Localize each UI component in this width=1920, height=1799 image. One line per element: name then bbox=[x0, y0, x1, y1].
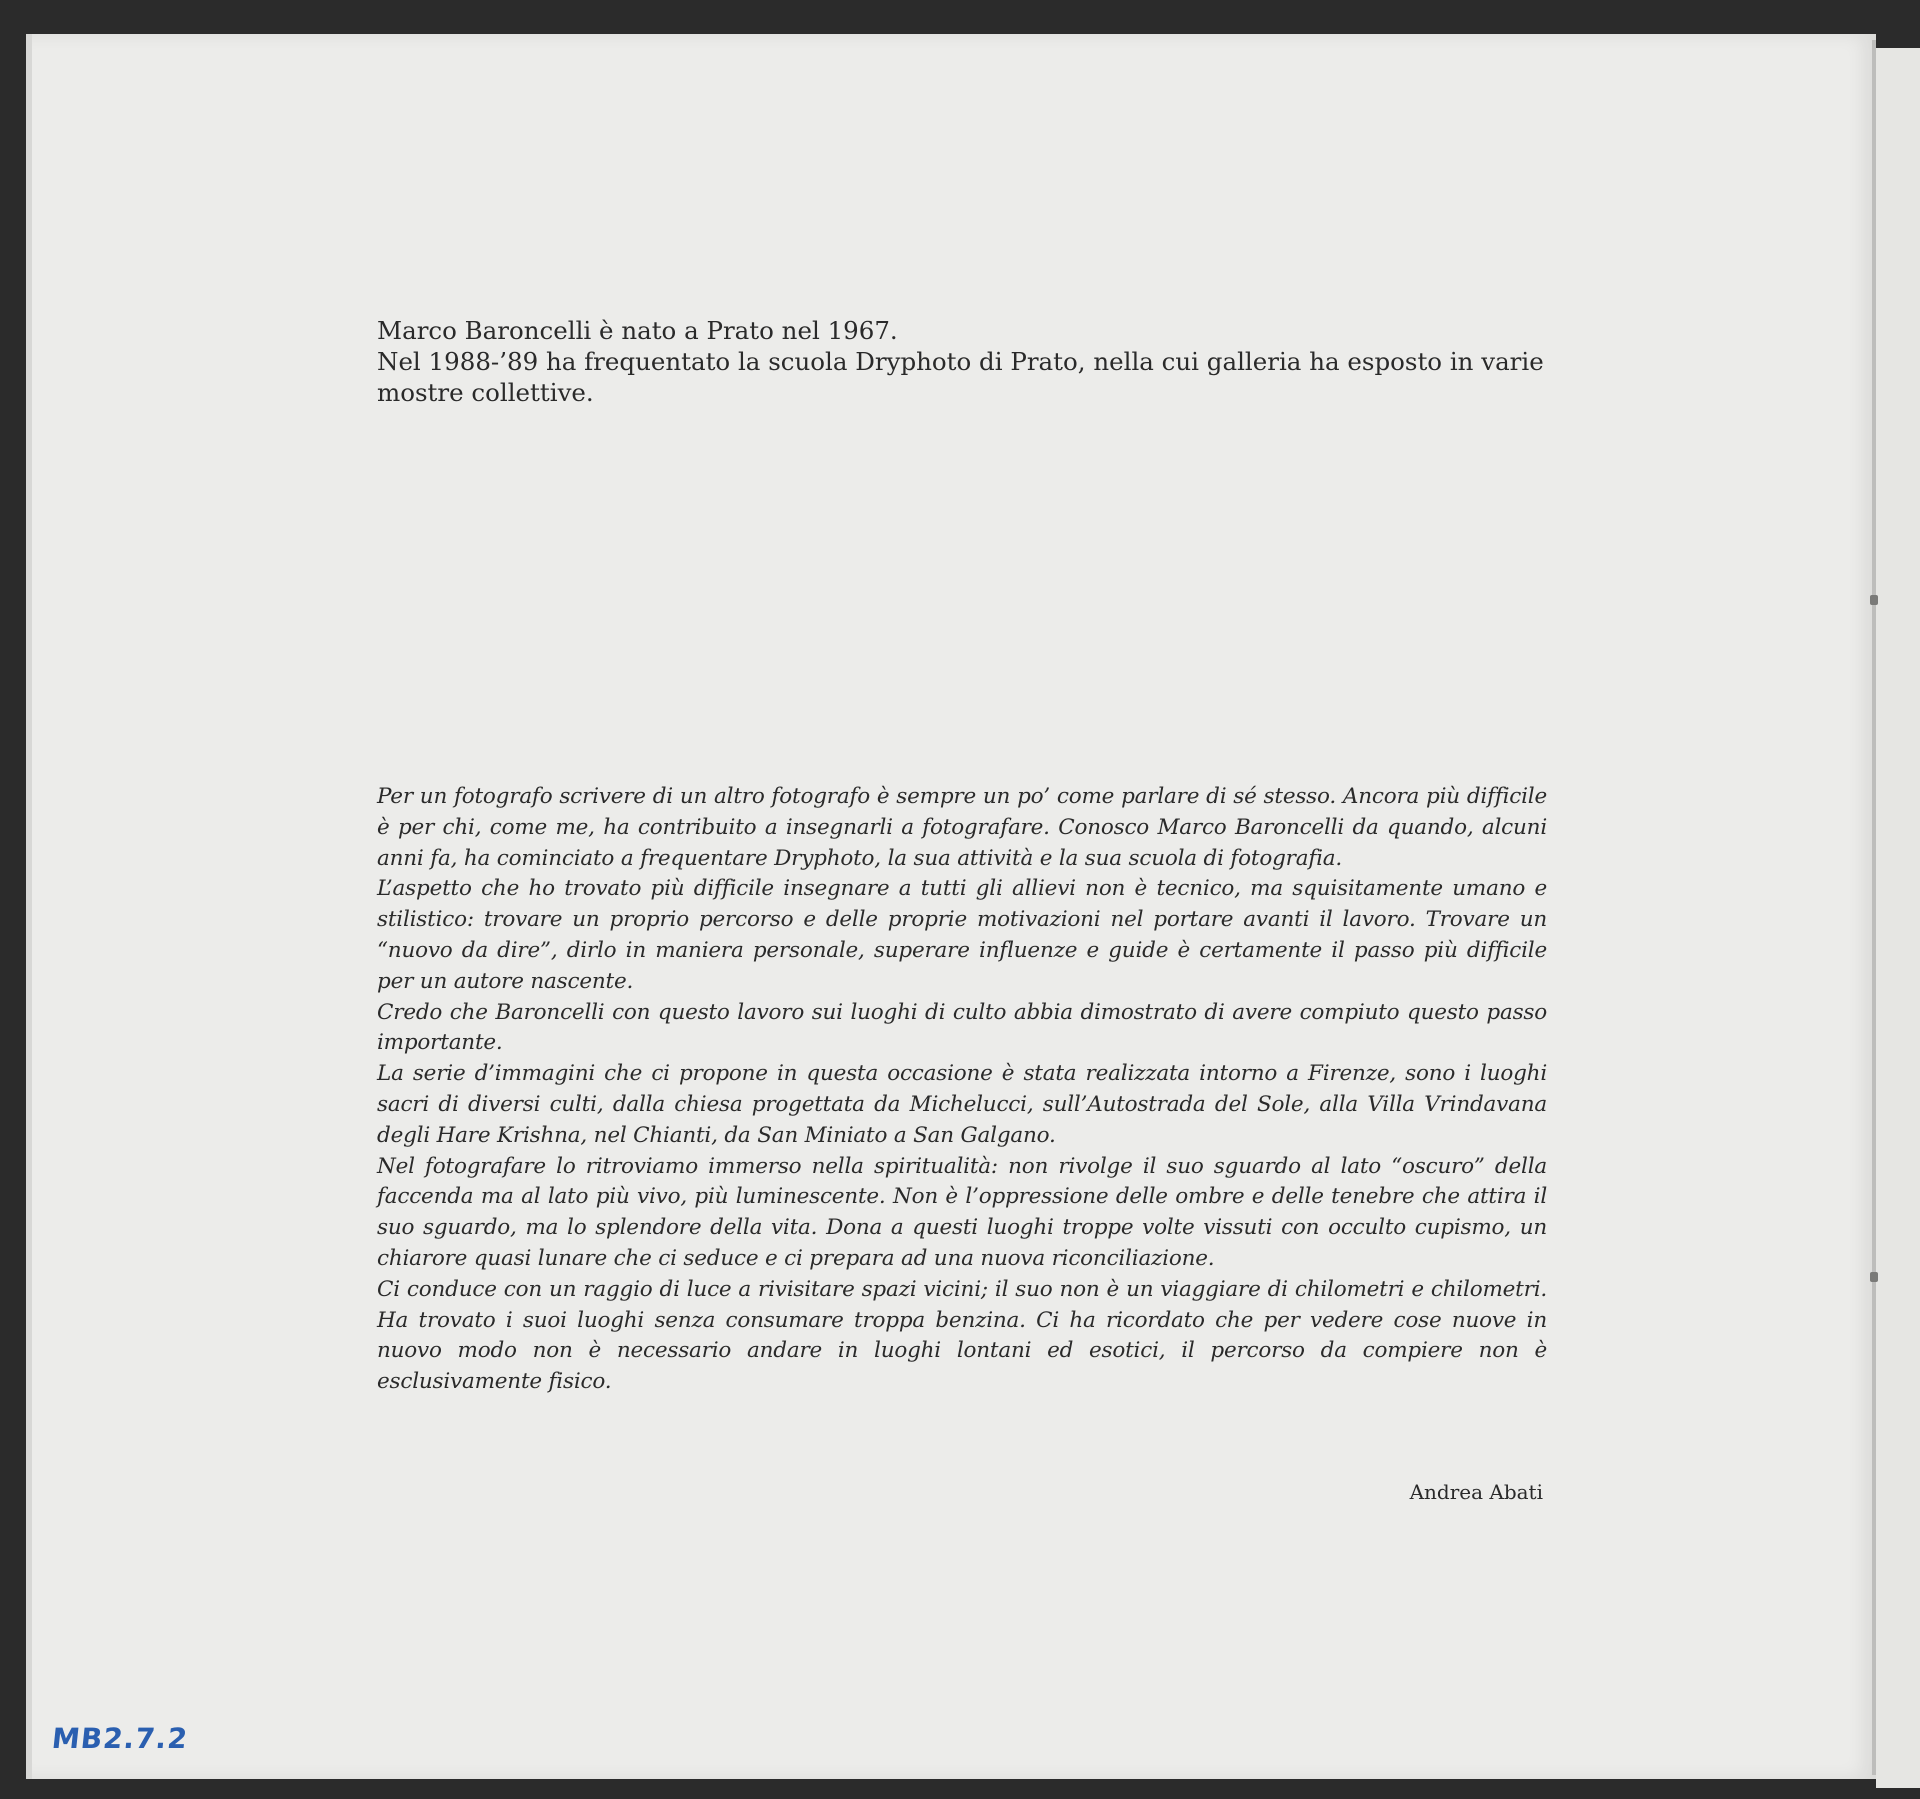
author-signature: Andrea Abati bbox=[1409, 1480, 1543, 1504]
essay-paragraph: Credo che Baroncelli con questo lavoro sui luoghi di culto abbia dimostrato di avere compiuto questo passo importante. bbox=[377, 999, 1547, 1056]
staple-mark bbox=[1870, 595, 1878, 605]
essay-paragraph: L’aspetto che ho trovato più difficile insegnare a tutti gli allievi non è tecnico, ma squisitamente umano e stilistico: trovare un proprio percorso e delle proprie motivazioni nel portare avanti il lavoro. Trovare un “nuovo da dire”, dirlo in maniera personale, superare influenze e guide è certamente il passo più difficile per un autore nascente. bbox=[377, 876, 1547, 994]
staple-mark bbox=[1870, 1272, 1878, 1282]
essay-paragraph: Nel fotografare lo ritroviamo immerso nella spiritualità: non rivolge il suo sguardo al lato “oscuro” della faccenda ma al lato più vivo, più luminescente. Non è l’oppressione delle ombre e delle tenebre che attira il suo sguardo, ma lo splendore della vita. Dona a questi luoghi troppe volte vissuti con occulto cupismo, un chiarore quasi lunare che ci seduce e ci prepara ad una nuova riconciliazione. bbox=[377, 1153, 1547, 1271]
author-bio bbox=[377, 315, 1547, 408]
page-left-edge bbox=[26, 34, 32, 1779]
archive-code-label: MB2.7.2 bbox=[50, 1722, 190, 1755]
essay-paragraph: Per un fotografo scrivere di un altro fotografo è sempre un po’ come parlare di sé stesso. Ancora più difficile è per chi, come me, ha contribuito a insegnarli a fotografare. Conosco Marco Baroncelli da quando, alcuni anni fa, ha cominciato a frequentare Dryphoto, la sua attività e la sua scuola di fotografia. bbox=[377, 784, 1547, 871]
bio-line: Marco Baroncelli è nato a Prato nel 1967. bbox=[377, 316, 898, 345]
essay-paragraph: La serie d’immagini che ci propone in questa occasione è stata realizzata intorno a Firenze, sono i luoghi sacri di diversi culti, dalla chiesa progettata da Michelucci, sull’Autostrada del Sole, alla Villa Vrindavana degli Hare Krishna, nel Chianti, da San Miniato a San Galgano. bbox=[377, 1061, 1547, 1148]
binding-spine bbox=[1872, 40, 1876, 1775]
bio-line: Nel 1988-’89 ha frequentato la scuola Dryphoto di Prato, nella cui galleria ha esposto in varie mostre collettive. bbox=[377, 347, 1544, 407]
facing-page-edge bbox=[1876, 48, 1920, 1788]
essay-paragraph: Ci conduce con un raggio di luce a rivisitare spazi vicini; il suo non è un viaggiare di chilometri e chilometri. Ha trovato i suoi luoghi senza consumare troppa benzina. Ci ha ricordato che per vedere cose nuove in nuovo modo non è necessario andare in luoghi lontani ed esotici, il percorso da compiere non è esclusivamente fisico. bbox=[377, 1276, 1547, 1395]
essay-text bbox=[377, 782, 1547, 1398]
